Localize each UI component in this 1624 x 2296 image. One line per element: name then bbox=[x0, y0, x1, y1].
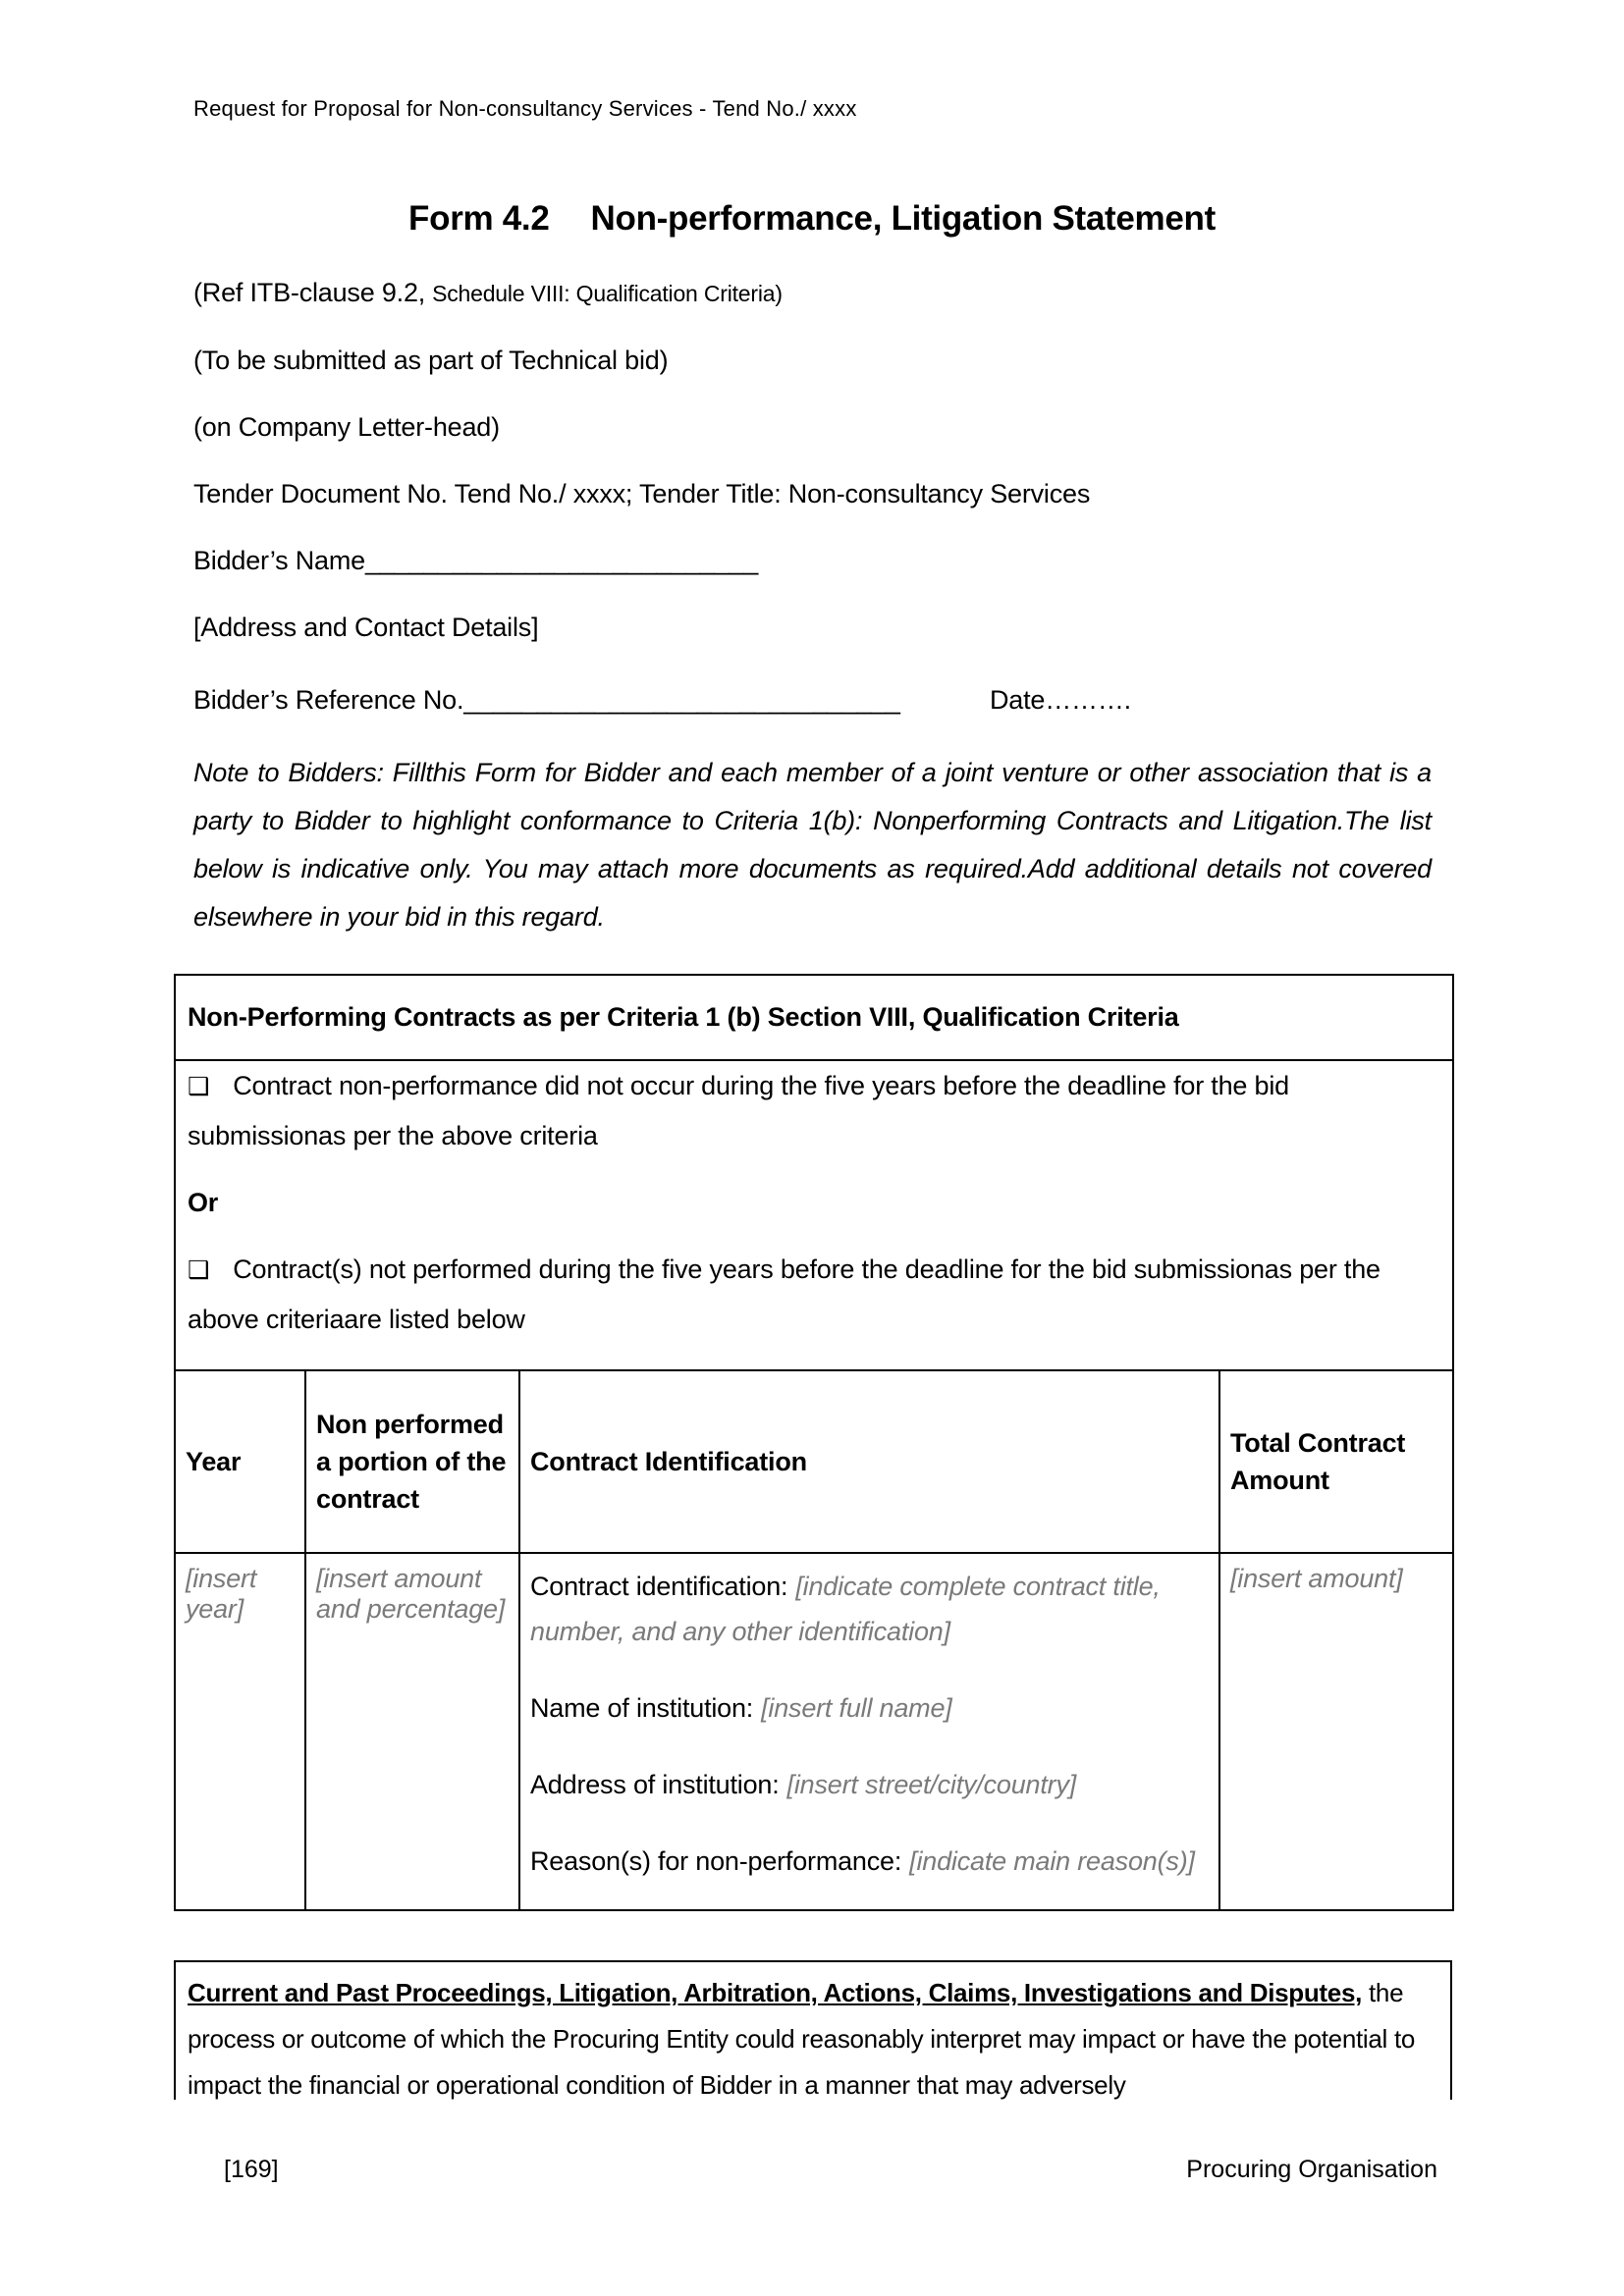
cell-year bbox=[175, 1553, 305, 1910]
placeholder-amount: [insert amount] bbox=[1230, 1564, 1403, 1593]
or-label: Or bbox=[188, 1188, 219, 1217]
option-nonperformed-listed-label: Contract(s) not performed during the five years before the deadline for the bid submissionas per the above criteriaare listed below bbox=[188, 1255, 1380, 1334]
note-to-bidders: Note to Bidders: Fillthis Form for Bidder and each member of a joint venture or other association that is a party to Bidder to highlight conformance to Criteria 1(b): Nonperforming Contracts and Litigation.The list below is indicative only. You may attach more documents as required.Add additional details not covered elsewhere in your bid in this regard. bbox=[193, 758, 1432, 932]
table-row bbox=[175, 975, 1453, 1060]
footer-organisation: Procuring Organisation bbox=[1186, 2156, 1437, 2183]
litigation-box-text: the process or outcome of which the Procuring Entity could reasonably interpret may impact or have the potential to impact the financial or operational condition of Bidder in a manner that may adversely bbox=[188, 1978, 1416, 2100]
option-no-nonperformance bbox=[188, 1061, 1440, 1160]
cell-portion bbox=[305, 1553, 519, 1910]
bidder-reference-fill-line: Bidder’s Reference No.______________________________ bbox=[193, 685, 900, 715]
cell-identification bbox=[519, 1553, 1219, 1910]
cell-amount bbox=[1219, 1553, 1453, 1910]
checkbox-icon[interactable]: ❑ bbox=[188, 1072, 210, 1100]
ref-clause-line bbox=[193, 278, 1432, 308]
placeholder-portion: [insert amount and percentage] bbox=[316, 1564, 506, 1624]
field-label: Name of institution: bbox=[530, 1693, 754, 1723]
option-nonperformed-listed bbox=[188, 1245, 1440, 1344]
field-label: Contract identification: bbox=[530, 1572, 788, 1601]
field-label: Reason(s) for non-performance: bbox=[530, 1846, 902, 1876]
field-placeholder: [insert full name] bbox=[761, 1693, 952, 1723]
field-placeholder: [insert street/city/country] bbox=[786, 1770, 1077, 1799]
tender-line: Tender Document No. Tend No./ xxxx; Tender Title: Non-consultancy Services bbox=[193, 479, 1091, 508]
placeholder-year: [insert year] bbox=[186, 1564, 257, 1624]
column-header-year: Year bbox=[175, 1370, 305, 1553]
page-header-text: Request for Proposal for Non-consultancy Services - Tend No./ xxxx bbox=[193, 96, 857, 121]
letterhead-line: (on Company Letter-head) bbox=[193, 412, 500, 442]
column-header-identification: Contract Identification bbox=[519, 1370, 1219, 1553]
field-placeholder: [indicate complete contract title, number, and any other identification] bbox=[530, 1572, 1161, 1646]
litigation-box-heading: Current and Past Proceedings, Litigation, Arbitration, Actions, Claims, Investigations and Disputes, bbox=[188, 1978, 1363, 2007]
form-title bbox=[0, 199, 1624, 239]
table-data-row bbox=[175, 1553, 1453, 1910]
reference-date-row bbox=[193, 685, 1432, 716]
nonperforming-contracts-table bbox=[174, 974, 1454, 1911]
ref-clause-schedule: Schedule VIII: Qualification Criteria) bbox=[432, 281, 783, 306]
address-line: [Address and Contact Details] bbox=[193, 613, 539, 642]
nonperforming-box-title: Non-Performing Contracts as per Criteria 1 (b) Section VIII, Qualification Criteria bbox=[175, 975, 1453, 1060]
form-title-text: Non-performance, Litigation Statement bbox=[590, 199, 1216, 238]
column-header-portion: Non performed a portion of the contract bbox=[305, 1370, 519, 1553]
form-title-number: Form 4.2 bbox=[408, 199, 550, 238]
field-placeholder: [indicate main reason(s)] bbox=[909, 1846, 1195, 1876]
litigation-box bbox=[174, 1960, 1452, 2100]
option-no-nonperformance-label: Contract non-performance did not occur during the five years before the deadline for the bid submissionas per the above criteria bbox=[188, 1071, 1289, 1150]
table-header-row bbox=[175, 1370, 1453, 1553]
institution-address-entry bbox=[530, 1762, 1209, 1807]
bidder-name-fill-line: Bidder’s Name___________________________ bbox=[193, 546, 759, 575]
checkbox-icon[interactable]: ❑ bbox=[188, 1255, 210, 1284]
page-number: [169] bbox=[224, 2156, 279, 2183]
institution-name-entry bbox=[530, 1685, 1209, 1731]
date-fill-line: Date………. bbox=[990, 685, 1131, 715]
nonperformance-reason-entry bbox=[530, 1839, 1209, 1884]
field-label: Address of institution: bbox=[530, 1770, 780, 1799]
table-row bbox=[175, 1060, 1453, 1370]
ref-clause-main: (Ref ITB-clause 9.2, bbox=[193, 278, 426, 307]
submit-line: (To be submitted as part of Technical bid) bbox=[193, 346, 669, 375]
column-header-amount: Total Contract Amount bbox=[1219, 1370, 1453, 1553]
nonperforming-options-cell bbox=[175, 1060, 1453, 1370]
contract-identification-entry bbox=[530, 1564, 1209, 1654]
